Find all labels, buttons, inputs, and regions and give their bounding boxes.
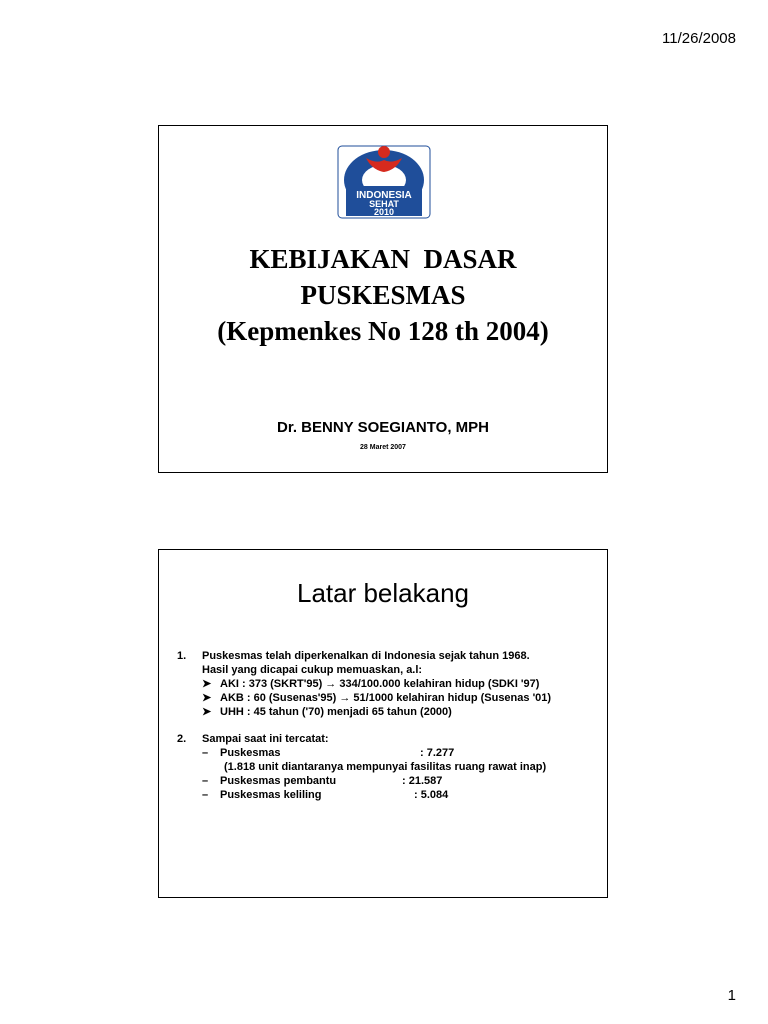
bullet-text: AKB : 60 (Susenas'95) → 51/1000 kelahiran hidup (Susenas '01) (220, 692, 552, 704)
list-item (177, 649, 597, 719)
dash-icon: – (202, 789, 209, 801)
entry-value: : 5.084 (414, 789, 449, 801)
slide-content (177, 649, 597, 802)
print-date: 11/26/2008 (662, 30, 736, 47)
dash-row (202, 774, 597, 788)
logo-line1: INDONESIA (356, 190, 412, 201)
bullet-row (202, 677, 597, 691)
bullet-text: AKI : 373 (SKRT'95) → 334/100.000 kelahiran hidup (SDKI '97) (220, 678, 540, 690)
arrow-bullet-icon: ➤ (202, 692, 212, 704)
title-line: PUSKESMAS (300, 280, 466, 310)
item-line: Hasil yang dicapai cukup memuaskan, a.l: (202, 664, 423, 676)
dash-row (202, 788, 597, 802)
slide-heading: Latar belakang (296, 578, 470, 608)
item-number: 1. (177, 650, 187, 662)
arrow-bullet-icon: ➤ (202, 706, 212, 718)
list-item (177, 732, 597, 802)
bullet-row (202, 691, 597, 705)
slide-title-text (159, 241, 607, 349)
dash-icon: – (202, 747, 209, 759)
logo-line2: SEHAT (369, 199, 399, 209)
slide-background (158, 549, 608, 898)
entry-label: Puskesmas (220, 747, 281, 759)
bullet-row (202, 705, 597, 719)
arrow-bullet-icon: ➤ (202, 678, 212, 690)
presentation-date: 28 Maret 2007 (360, 444, 406, 451)
item-line: Puskesmas telah diperkenalkan di Indonesia sejak tahun 1968. (202, 650, 530, 662)
bullet-text: UHH : 45 tahun ('70) menjadi 65 tahun (2000) (220, 706, 452, 718)
slide-title (158, 125, 608, 473)
dash-icon: – (202, 775, 209, 787)
entry-value: : 7.277 (420, 747, 455, 759)
entry-label: Puskesmas pembantu (220, 775, 337, 787)
entry-label: Puskesmas keliling (220, 789, 322, 801)
title-line: (Kepmenkes No 128 th 2004) (217, 316, 549, 346)
indonesia-sehat-logo (336, 138, 432, 220)
item-line: Sampai saat ini tercatat: (202, 733, 329, 745)
author-name: Dr. BENNY SOEGIANTO, MPH (277, 419, 489, 436)
entry-value: : 21.587 (402, 775, 443, 787)
title-line: KEBIJAKAN DASAR (249, 244, 517, 274)
entry-note: (1.818 unit diantaranya mempunyai fasilitas ruang rawat inap) (224, 761, 547, 773)
dash-row (202, 746, 597, 760)
logo-line3: 2010 (373, 207, 395, 217)
page-number: 1 (727, 987, 736, 1004)
item-number: 2. (177, 733, 187, 745)
